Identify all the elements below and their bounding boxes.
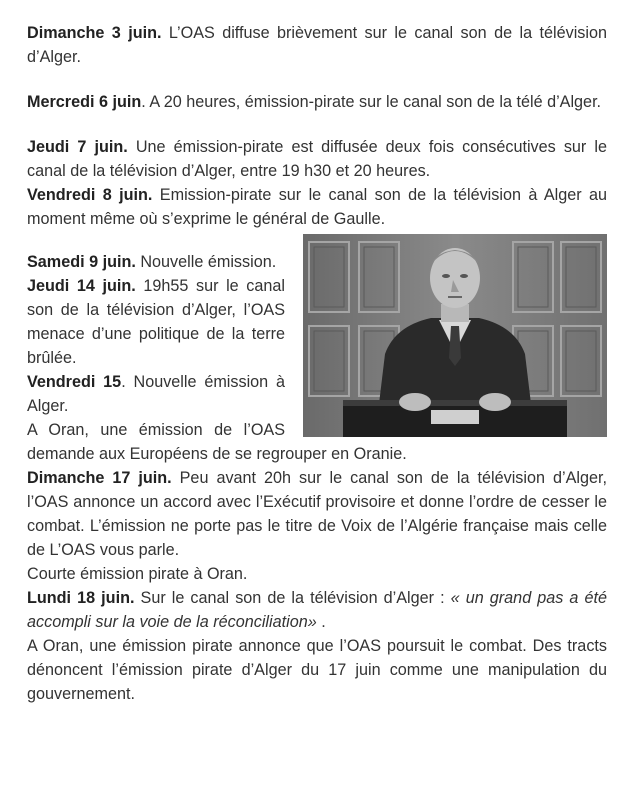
entry-18-juin [27, 586, 607, 634]
entry-text: . A 20 heures, émission-pirate sur le canal son de la télé d’Alger. [141, 93, 602, 111]
entry-text: Nouvelle émission. [135, 253, 277, 271]
entry-date: Jeudi 7 juin. [27, 138, 128, 156]
entry-3-juin [27, 21, 607, 69]
entry-8-juin [27, 183, 607, 231]
entry-date: Vendredi 15 [27, 373, 122, 391]
entry-17-juin [27, 466, 607, 562]
entry-text: Une émission-pirate est diffusée deux fois consécutives sur le canal de la télévision d’Alger, entre 19 h30 et 20 heures. [27, 138, 607, 180]
entry-text: Courte émission pirate à Oran. [27, 565, 248, 583]
photo-illustration [303, 234, 607, 437]
entry-text: 19h55 sur le canal son de la télévision d’Alger, l’OAS menace d’une politique de la terre brûlée. [27, 277, 285, 367]
document-body [27, 21, 607, 706]
de-gaulle-photo [303, 234, 607, 437]
entry-tail: . [316, 613, 326, 631]
entry-text: . Nouvelle émission à Alger. [27, 373, 286, 415]
entry-text: L’OAS diffuse brièvement sur le canal son de la télévision d’Alger. [27, 24, 607, 66]
entry-7-juin [27, 135, 607, 183]
entry-text: Emission-pirate sur le canal son de la télévision à Alger au moment même où s’exprime le général de Gaulle. [27, 186, 607, 228]
entry-date: Vendredi 8 juin. [27, 186, 153, 204]
entry-text: A Oran, une émission pirate annonce que l’OAS poursuit le combat. Des tracts dénoncent l’émission pirate d’Alger du 17 juin comme une manipulation du gouvernement. [27, 637, 607, 703]
entry-date: Dimanche 17 juin. [27, 469, 172, 487]
entry-date: Mercredi 6 juin [27, 93, 142, 111]
entry-text: Peu avant 20h sur le canal son de la télévision d’Alger, l’OAS annonce un accord avec l’Exécutif provisoire et donne l’ordre de cesser le combat. L’émission ne porte pas le titre de Voix de l’Algérie française mais celle de L’OAS vous parle. [27, 469, 607, 559]
entry-oran-poursuit [27, 634, 607, 706]
entry-text: Sur le canal son de la télévision d’Alger : [134, 589, 451, 607]
entry-6-juin [27, 90, 607, 114]
entry-date: Samedi 9 juin. [27, 253, 136, 271]
entry-date: Jeudi 14 juin. [27, 277, 136, 295]
entry-quote: « un grand pas a été accompli sur la voie de la réconciliation» [27, 589, 607, 631]
entry-oran-courte [27, 562, 607, 586]
entry-text: A Oran, une émission de l’OAS demande aux Européens de se regrouper en Oranie. [27, 421, 407, 463]
entry-date: Lundi 18 juin. [27, 589, 135, 607]
entry-date: Dimanche 3 juin. [27, 24, 162, 42]
